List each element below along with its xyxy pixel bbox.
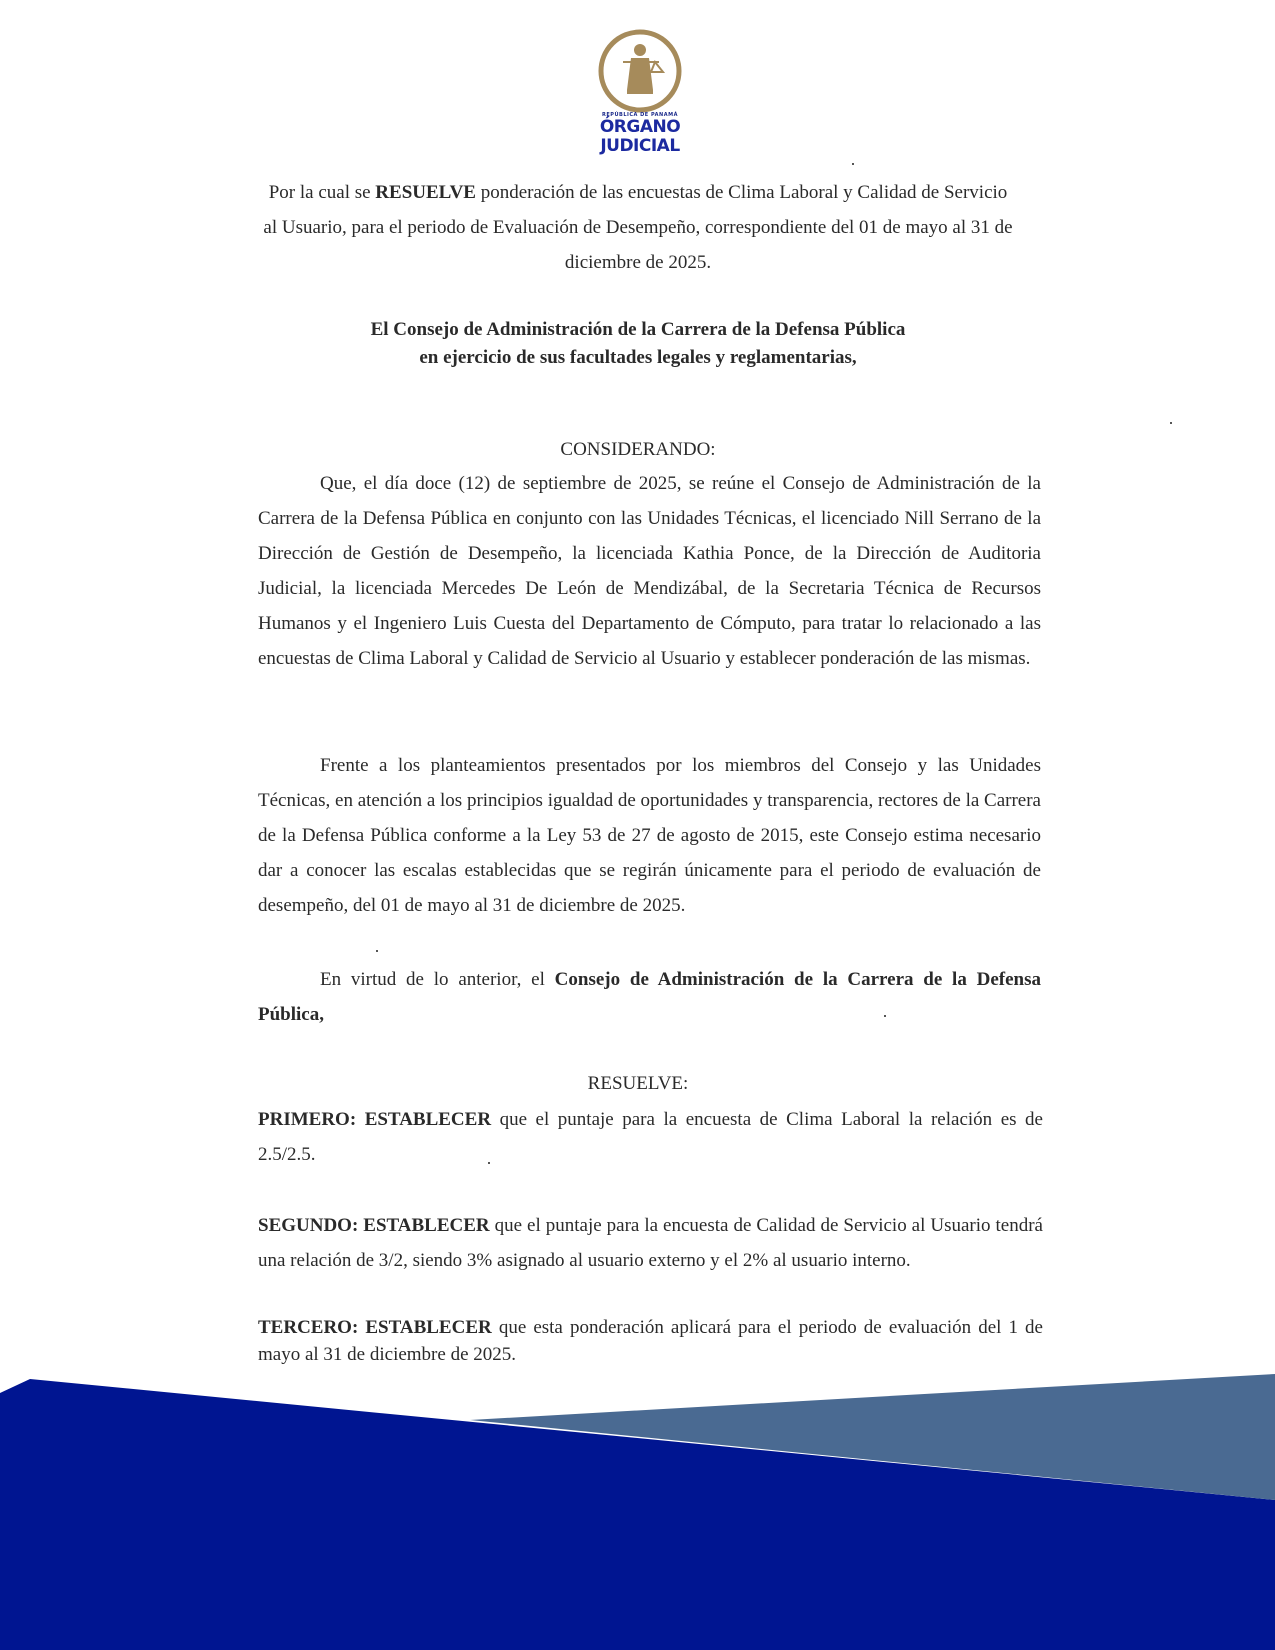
intro-rest: ponderación de las encuestas de Clima Laboral y Calidad de Servicio al Usuario, para el periodo de Evaluación de Desempeño, correspondiente del 01 de mayo al 31 de diciembre de 2025. [263,182,1013,273]
tercero-text: que esta ponderación aplicará para el periodo de evaluación del 1 de mayo al 31 de diciembre de 2025. [258,1317,1043,1365]
paragraph3-bold: Consejo de Administración de la Carrera de la Defensa Pública, [258,969,1041,1025]
considerando-paragraph-3 [258,962,1041,1032]
scan-mark [852,163,854,165]
intro-paragraph [262,175,1014,280]
council-line2: en ejercicio de sus facultades legales y reglamentarias, [419,347,857,368]
considerando-paragraph-2: Frente a los planteamientos presentados por los miembros del Consejo y las Unidades Técnicas, en atención a los principios igualdad de oportunidades y transparencia, rectores de la Carrera de la Defensa Pública conforme a la Ley 53 de 27 de agosto de 2015, este Consejo estima necesario dar a conocer las escalas establecidas que se regirán únicamente para el periodo de evaluación de desempeño, del 01 de mayo al 31 de diciembre de 2025. [258,755,1041,916]
primero-label: PRIMERO: ESTABLECER [258,1109,492,1130]
council-line1: El Consejo de Administración de la Carrera de la Defensa Pública [370,319,906,340]
segundo-text: que el puntaje para la encuesta de Calidad de Servicio al Usuario tendrá una relación de 3/2, siendo 3% asignado al usuario externo y el 2% al usuario interno. [258,1215,1043,1271]
tercero-label: TERCERO: ESTABLECER [258,1317,492,1338]
council-heading [262,316,1014,372]
logo-name-line2: JUDICIAL [600,136,680,156]
intro-prefix: Por la cual se [268,182,376,203]
scan-mark [488,1162,490,1164]
resuelve-heading: RESUELVE: [587,1073,689,1094]
resuelve-tercero [258,1314,1043,1368]
scan-mark [376,950,378,952]
segundo-label: SEGUNDO: ESTABLECER [258,1215,490,1236]
scan-mark [1170,422,1172,424]
resuelve-segundo [258,1208,1043,1278]
considerando-heading: CONSIDERANDO: [560,439,716,460]
intro-keyword: RESUELVE [375,182,476,203]
logo-country: REPÚBLICA DE PANAMÁ [602,112,678,118]
scan-mark [884,1015,886,1017]
resuelve-primero [258,1102,1043,1172]
justice-seal-icon [597,28,683,114]
logo-name-line1: ÓRGANO [599,117,681,137]
paragraph3-prefix: En virtud de lo anterior, el [320,969,555,990]
considerando-paragraph-1: Que, el día doce (12) de septiembre de 2025, se reúne el Consejo de Administración de la Carrera de la Defensa Pública en conjunto con las Unidades Técnicas, el licenciado Nill Serrano de la Dirección de Gestión de Desempeño, la licenciada Kathia Ponce, de la Dirección de Auditoria Judicial, la licenciada Mercedes De León de Mendizábal, de la Secretaria Técnica de Recursos Humanos y el Ingeniero Luis Cuesta del Departamento de Cómputo, para tratar lo relacionado a las encuestas de Clima Laboral y Calidad de Servicio al Usuario y establecer ponderación de las mismas. [258,473,1041,669]
footer-band [0,1370,1275,1650]
primero-text: que el puntaje para la encuesta de Clima Laboral la relación es de 2.5/2.5. [258,1109,1043,1165]
organo-judicial-logo [585,28,695,156]
